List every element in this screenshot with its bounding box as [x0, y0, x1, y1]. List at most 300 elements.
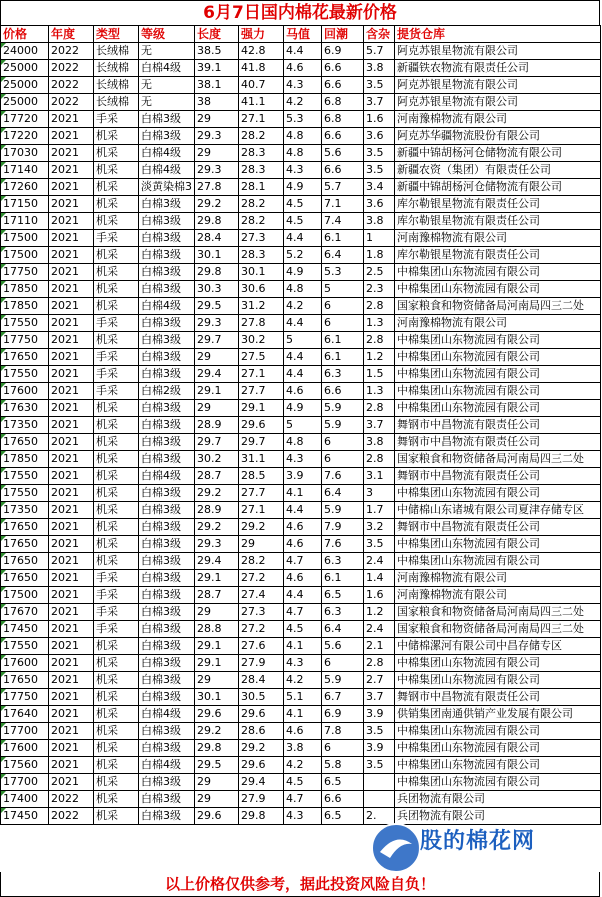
table-cell: 白棉3级 — [139, 128, 195, 145]
table-cell: 新疆中锦胡杨河仓储物流有限公司 — [395, 179, 601, 196]
table-cell: 白棉3级 — [139, 723, 195, 740]
table-cell: 白棉3级 — [139, 791, 195, 808]
table-cell: 2021 — [49, 468, 94, 485]
table-body — [1, 43, 601, 825]
table-cell: 2021 — [49, 145, 94, 162]
column-header: 长度 — [195, 26, 239, 43]
table-cell: 4.4 — [284, 43, 322, 60]
table-cell: 29.5 — [195, 757, 239, 774]
table-cell: 机采 — [94, 706, 139, 723]
table-cell: 29.1 — [195, 655, 239, 672]
price-cell: 17450 — [1, 621, 49, 638]
table-cell: 中棉集团山东物流园有限公司 — [395, 349, 601, 366]
table-cell: 3.9 — [364, 706, 395, 723]
table-cell: 4.6 — [284, 60, 322, 77]
table-cell: 6.9 — [322, 706, 364, 723]
column-header: 价格 — [1, 26, 49, 43]
table-cell: 中棉集团山东物流园有限公司 — [395, 485, 601, 502]
table-row — [1, 502, 601, 519]
table-cell: 机采 — [94, 213, 139, 230]
table-cell: 2. — [364, 808, 395, 825]
table-cell: 5 — [322, 281, 364, 298]
table-cell: 白棉3级 — [139, 774, 195, 791]
price-cell: 17750 — [1, 264, 49, 281]
price-cell: 25000 — [1, 77, 49, 94]
table-cell: 27.1 — [239, 502, 284, 519]
table-cell: 3.6 — [364, 128, 395, 145]
table-cell: 2021 — [49, 757, 94, 774]
table-cell: 6.5 — [322, 808, 364, 825]
table-cell: 4.4 — [284, 366, 322, 383]
table-cell: 2021 — [49, 655, 94, 672]
price-cell: 17720 — [1, 111, 49, 128]
table-cell: 5.3 — [284, 111, 322, 128]
price-cell: 17500 — [1, 587, 49, 604]
table-cell: 白棉3级 — [139, 808, 195, 825]
table-cell: 2022 — [49, 808, 94, 825]
table-cell: 39.1 — [195, 60, 239, 77]
table-cell: 供销集团南通供销产业发展有限公司 — [395, 706, 601, 723]
table-cell: 2.3 — [364, 281, 395, 298]
table-cell: 手采 — [94, 570, 139, 587]
table-cell: 28.2 — [239, 213, 284, 230]
table-cell: 28.3 — [239, 162, 284, 179]
price-cell: 25000 — [1, 94, 49, 111]
table-cell: 河南豫棉物流有限公司 — [395, 230, 601, 247]
table-cell: 28.6 — [239, 723, 284, 740]
table-header-row — [1, 26, 601, 43]
table-cell: 4.6 — [284, 519, 322, 536]
table-cell: 4.8 — [284, 281, 322, 298]
table-cell: 6.6 — [322, 791, 364, 808]
table-row — [1, 128, 601, 145]
price-cell: 17650 — [1, 519, 49, 536]
table-cell: 31.2 — [239, 298, 284, 315]
table-cell: 29.4 — [195, 366, 239, 383]
table-cell: 30.2 — [239, 332, 284, 349]
table-cell: 4.8 — [284, 145, 322, 162]
table-cell: 7.4 — [322, 213, 364, 230]
table-cell: 6.6 — [322, 77, 364, 94]
table-cell: 6.6 — [322, 60, 364, 77]
table-cell: 6.8 — [322, 111, 364, 128]
table-row — [1, 298, 601, 315]
table-cell: 4.7 — [284, 791, 322, 808]
table-cell: 6.5 — [322, 774, 364, 791]
table-cell: 5.9 — [322, 400, 364, 417]
table-cell: 2021 — [49, 230, 94, 247]
table-cell: 手采 — [94, 366, 139, 383]
table-cell: 白棉4级 — [139, 145, 195, 162]
price-cell: 17600 — [1, 655, 49, 672]
table-cell: 2021 — [49, 587, 94, 604]
table-row — [1, 468, 601, 485]
table-cell: 28.9 — [195, 502, 239, 519]
table-cell: 28.2 — [239, 196, 284, 213]
table-cell: 5.6 — [322, 638, 364, 655]
table-cell: 5.2 — [284, 247, 322, 264]
table-cell: 2021 — [49, 247, 94, 264]
table-cell: 阿克苏银星物流有限公司 — [395, 94, 601, 111]
table-cell: 5.6 — [322, 145, 364, 162]
table-cell: 3.5 — [364, 162, 395, 179]
table-cell: 机采 — [94, 417, 139, 434]
column-header: 含杂 — [364, 26, 395, 43]
table-cell: 中棉集团山东物流园有限公司 — [395, 672, 601, 689]
table-cell: 29.4 — [239, 774, 284, 791]
table-cell: 机采 — [94, 400, 139, 417]
table-cell: 白棉3级 — [139, 281, 195, 298]
table-cell: 国家粮食和物资储备局河南局四三二处 — [395, 621, 601, 638]
table-cell: 6.9 — [322, 43, 364, 60]
table-cell: 29.8 — [195, 264, 239, 281]
table-cell: 27.3 — [239, 604, 284, 621]
table-cell: 白棉3级 — [139, 434, 195, 451]
table-cell: 2.8 — [364, 332, 395, 349]
table-cell: 6.3 — [322, 366, 364, 383]
table-cell: 手采 — [94, 349, 139, 366]
table-cell: 3 — [364, 485, 395, 502]
table-cell: 中棉集团山东物流园有限公司 — [395, 400, 601, 417]
price-cell: 17110 — [1, 213, 49, 230]
table-cell: 舞钢市中昌物流有限责任公司 — [395, 689, 601, 706]
table-cell: 中储棉山东诸城有限公司夏津存储专区 — [395, 502, 601, 519]
price-cell: 17260 — [1, 179, 49, 196]
table-cell: 30.1 — [239, 264, 284, 281]
disclaimer: 以上价格仅供参考，据此投资风险自负！ — [0, 872, 600, 897]
table-cell: 29.8 — [195, 740, 239, 757]
table-cell: 28.2 — [239, 128, 284, 145]
table-cell: 30.3 — [195, 281, 239, 298]
table-cell: 4.4 — [284, 315, 322, 332]
table-cell: 5 — [284, 417, 322, 434]
table-cell: 5.9 — [322, 502, 364, 519]
table-cell: 7.8 — [322, 723, 364, 740]
table-cell: 2021 — [49, 213, 94, 230]
table-cell: 手采 — [94, 587, 139, 604]
table-cell: 舞钢市中昌物流有限责任公司 — [395, 417, 601, 434]
table-cell: 30.1 — [195, 247, 239, 264]
table-cell: 白棉3级 — [139, 366, 195, 383]
table-cell: 中棉集团山东物流园有限公司 — [395, 383, 601, 400]
table-cell: 29.7 — [239, 434, 284, 451]
column-header: 类型 — [94, 26, 139, 43]
page-title: 6月7日国内棉花最新价格 — [0, 0, 600, 26]
table-cell: 28.1 — [239, 179, 284, 196]
price-cell: 17140 — [1, 162, 49, 179]
table-cell: 手采 — [94, 230, 139, 247]
price-cell: 17600 — [1, 383, 49, 400]
table-cell: 2.8 — [364, 655, 395, 672]
table-cell: 2022 — [49, 77, 94, 94]
table-cell: 2021 — [49, 774, 94, 791]
watermark-text: 股的棉花网 — [420, 829, 536, 854]
table-cell: 3.1 — [364, 468, 395, 485]
table-cell: 2021 — [49, 196, 94, 213]
table-cell: 白棉3级 — [139, 332, 195, 349]
table-cell: 新疆农资（集团）有限责任公司 — [395, 162, 601, 179]
table-cell: 国家粮食和物资储备局河南局四三二处 — [395, 298, 601, 315]
table-cell: 白棉3级 — [139, 621, 195, 638]
table-cell: 5.9 — [322, 672, 364, 689]
table-row — [1, 655, 601, 672]
table-cell: 41.1 — [239, 94, 284, 111]
table-cell: 30.1 — [195, 689, 239, 706]
table-cell: 7.6 — [322, 536, 364, 553]
table-cell: 6 — [322, 315, 364, 332]
table-cell: 2021 — [49, 502, 94, 519]
table-cell: 白棉2级 — [139, 383, 195, 400]
table-cell: 白棉3级 — [139, 689, 195, 706]
table-cell: 长绒棉 — [94, 43, 139, 60]
table-cell: 机采 — [94, 247, 139, 264]
table-cell: 3.5 — [364, 757, 395, 774]
table-cell: 白棉3级 — [139, 247, 195, 264]
table-cell: 3.2 — [364, 519, 395, 536]
table-cell: 中棉集团山东物流园有限公司 — [395, 332, 601, 349]
table-cell: 中棉集团山东物流园有限公司 — [395, 264, 601, 281]
table-cell: 白棉4级 — [139, 757, 195, 774]
table-cell: 库尔勒银星物流有限责任公司 — [395, 196, 601, 213]
table-cell: 28.3 — [239, 145, 284, 162]
table-cell: 2021 — [49, 536, 94, 553]
table-cell: 27.6 — [239, 638, 284, 655]
table-cell: 7.6 — [322, 468, 364, 485]
price-cell: 17650 — [1, 434, 49, 451]
price-cell: 17650 — [1, 570, 49, 587]
table-cell: 29.4 — [195, 553, 239, 570]
table-cell: 机采 — [94, 519, 139, 536]
table-cell: 2021 — [49, 519, 94, 536]
table-cell: 阿克苏华疆物流股份有限公司 — [395, 128, 601, 145]
table-cell: 机采 — [94, 179, 139, 196]
table-cell: 27.8 — [239, 315, 284, 332]
table-cell: 中棉集团山东物流园有限公司 — [395, 655, 601, 672]
table-row — [1, 349, 601, 366]
table-cell: 29.2 — [239, 740, 284, 757]
table-cell: 29.2 — [239, 519, 284, 536]
table-cell: 白棉3级 — [139, 213, 195, 230]
price-cell: 17030 — [1, 145, 49, 162]
table-row — [1, 366, 601, 383]
table-row — [1, 400, 601, 417]
table-cell: 2021 — [49, 638, 94, 655]
table-cell: 27.7 — [239, 485, 284, 502]
table-cell: 白棉3级 — [139, 400, 195, 417]
table-cell: 2022 — [49, 60, 94, 77]
table-row — [1, 230, 601, 247]
table-cell: 28.8 — [195, 621, 239, 638]
table-cell: 27.4 — [239, 587, 284, 604]
table-row — [1, 672, 601, 689]
table-cell: 6.1 — [322, 349, 364, 366]
table-cell: 中棉集团山东物流园有限公司 — [395, 774, 601, 791]
price-cell: 17150 — [1, 196, 49, 213]
table-cell: 29 — [239, 536, 284, 553]
table-row — [1, 179, 601, 196]
table-cell: 1.2 — [364, 349, 395, 366]
table-cell: 3.5 — [364, 536, 395, 553]
table-cell: 4.7 — [284, 553, 322, 570]
price-cell: 25000 — [1, 60, 49, 77]
table-row — [1, 706, 601, 723]
table-row — [1, 196, 601, 213]
table-cell: 6 — [322, 298, 364, 315]
table-row — [1, 553, 601, 570]
table-cell: 2021 — [49, 672, 94, 689]
table-cell: 27.9 — [239, 655, 284, 672]
table-cell: 29.2 — [195, 723, 239, 740]
table-cell: 2.8 — [364, 400, 395, 417]
table-cell: 7.1 — [322, 196, 364, 213]
table-cell: 4.9 — [284, 400, 322, 417]
table-row — [1, 315, 601, 332]
table-cell: 机采 — [94, 264, 139, 281]
table-cell: 手采 — [94, 111, 139, 128]
table-cell: 28.2 — [239, 553, 284, 570]
table-cell: 白棉4级 — [139, 298, 195, 315]
table-cell: 29 — [195, 672, 239, 689]
price-cell: 17640 — [1, 706, 49, 723]
table-cell: 白棉3级 — [139, 519, 195, 536]
table-cell: 29 — [195, 774, 239, 791]
table-cell: 机采 — [94, 468, 139, 485]
table-cell: 机采 — [94, 638, 139, 655]
table-cell: 3.7 — [364, 94, 395, 111]
table-cell: 2021 — [49, 332, 94, 349]
table-row — [1, 791, 601, 808]
table-cell: 2.1 — [364, 638, 395, 655]
table-cell: 27.5 — [239, 349, 284, 366]
table-cell: 白棉4级 — [139, 468, 195, 485]
table-row — [1, 145, 601, 162]
table-cell: 2021 — [49, 128, 94, 145]
table-cell: 6.6 — [322, 162, 364, 179]
table-cell: 2021 — [49, 723, 94, 740]
table-cell: 30.2 — [195, 451, 239, 468]
table-cell: 4.5 — [284, 213, 322, 230]
table-cell: 1 — [364, 230, 395, 247]
table-cell: 4.3 — [284, 451, 322, 468]
table-cell: 淡黄染棉3 — [139, 179, 195, 196]
table-cell: 手采 — [94, 604, 139, 621]
price-cell: 17600 — [1, 740, 49, 757]
table-cell: 29.3 — [195, 128, 239, 145]
table-cell: 2021 — [49, 604, 94, 621]
table-cell: 30.5 — [239, 689, 284, 706]
price-cell: 17450 — [1, 808, 49, 825]
table-cell: 29.6 — [239, 417, 284, 434]
table-row — [1, 213, 601, 230]
price-cell: 17850 — [1, 451, 49, 468]
table-cell: 38.1 — [195, 77, 239, 94]
table-cell: 2.4 — [364, 621, 395, 638]
table-row — [1, 519, 601, 536]
table-cell: 机采 — [94, 655, 139, 672]
table-cell: 3.8 — [364, 213, 395, 230]
price-cell: 17700 — [1, 723, 49, 740]
table-cell — [364, 791, 395, 808]
table-cell: 库尔勒银星物流有限责任公司 — [395, 213, 601, 230]
price-cell: 17650 — [1, 349, 49, 366]
table-row — [1, 77, 601, 94]
table-cell: 2021 — [49, 298, 94, 315]
table-cell: 2021 — [49, 366, 94, 383]
table-row — [1, 383, 601, 400]
table-cell: 4.4 — [284, 230, 322, 247]
column-header: 年度 — [49, 26, 94, 43]
price-cell: 17850 — [1, 281, 49, 298]
table-cell: 6 — [322, 451, 364, 468]
table-cell: 机采 — [94, 451, 139, 468]
table-cell — [364, 774, 395, 791]
table-cell: 3.5 — [364, 723, 395, 740]
table-cell: 6.1 — [322, 230, 364, 247]
table-cell: 28.7 — [195, 468, 239, 485]
table-cell: 6.8 — [322, 94, 364, 111]
table-cell: 舞钢市中昌物流有限责任公司 — [395, 468, 601, 485]
table-cell: 28.7 — [195, 587, 239, 604]
table-cell: 1.6 — [364, 111, 395, 128]
table-row — [1, 570, 601, 587]
table-cell: 阿克苏银星物流有限公司 — [395, 77, 601, 94]
table-cell: 27.2 — [239, 621, 284, 638]
table-cell: 6.4 — [322, 621, 364, 638]
price-cell: 17850 — [1, 298, 49, 315]
table-cell: 3.5 — [364, 145, 395, 162]
price-cell: 17560 — [1, 757, 49, 774]
table-cell: 3.4 — [364, 179, 395, 196]
table-cell: 2021 — [49, 553, 94, 570]
price-cell: 17550 — [1, 315, 49, 332]
table-cell: 29.7 — [195, 332, 239, 349]
table-cell: 2021 — [49, 281, 94, 298]
table-cell: 29.1 — [195, 383, 239, 400]
table-cell: 4.2 — [284, 757, 322, 774]
table-cell: 机采 — [94, 740, 139, 757]
table-cell: 河南豫棉物流有限公司 — [395, 111, 601, 128]
table-row — [1, 332, 601, 349]
table-cell: 1.4 — [364, 570, 395, 587]
table-cell: 6.1 — [322, 570, 364, 587]
table-row — [1, 43, 601, 60]
table-cell: 1.3 — [364, 315, 395, 332]
table-cell: 2021 — [49, 485, 94, 502]
table-cell: 3.5 — [364, 77, 395, 94]
table-cell: 2021 — [49, 162, 94, 179]
table-cell: 6 — [322, 740, 364, 757]
table-cell: 机采 — [94, 502, 139, 519]
table-cell: 6.3 — [322, 553, 364, 570]
table-cell: 29.1 — [239, 400, 284, 417]
table-cell: 机采 — [94, 536, 139, 553]
table-cell: 机采 — [94, 689, 139, 706]
table-cell: 5.7 — [364, 43, 395, 60]
table-cell: 中棉集团山东物流园有限公司 — [395, 723, 601, 740]
table-cell: 白棉3级 — [139, 536, 195, 553]
price-cell: 17750 — [1, 689, 49, 706]
table-cell: 白棉3级 — [139, 655, 195, 672]
table-cell: 6.1 — [322, 332, 364, 349]
table-cell: 29.1 — [195, 570, 239, 587]
table-cell: 手采 — [94, 315, 139, 332]
table-cell: 4.2 — [284, 94, 322, 111]
column-header: 马值 — [284, 26, 322, 43]
table-cell: 2022 — [49, 94, 94, 111]
table-cell: 2.4 — [364, 553, 395, 570]
table-cell: 机采 — [94, 808, 139, 825]
table-cell: 4.8 — [284, 128, 322, 145]
